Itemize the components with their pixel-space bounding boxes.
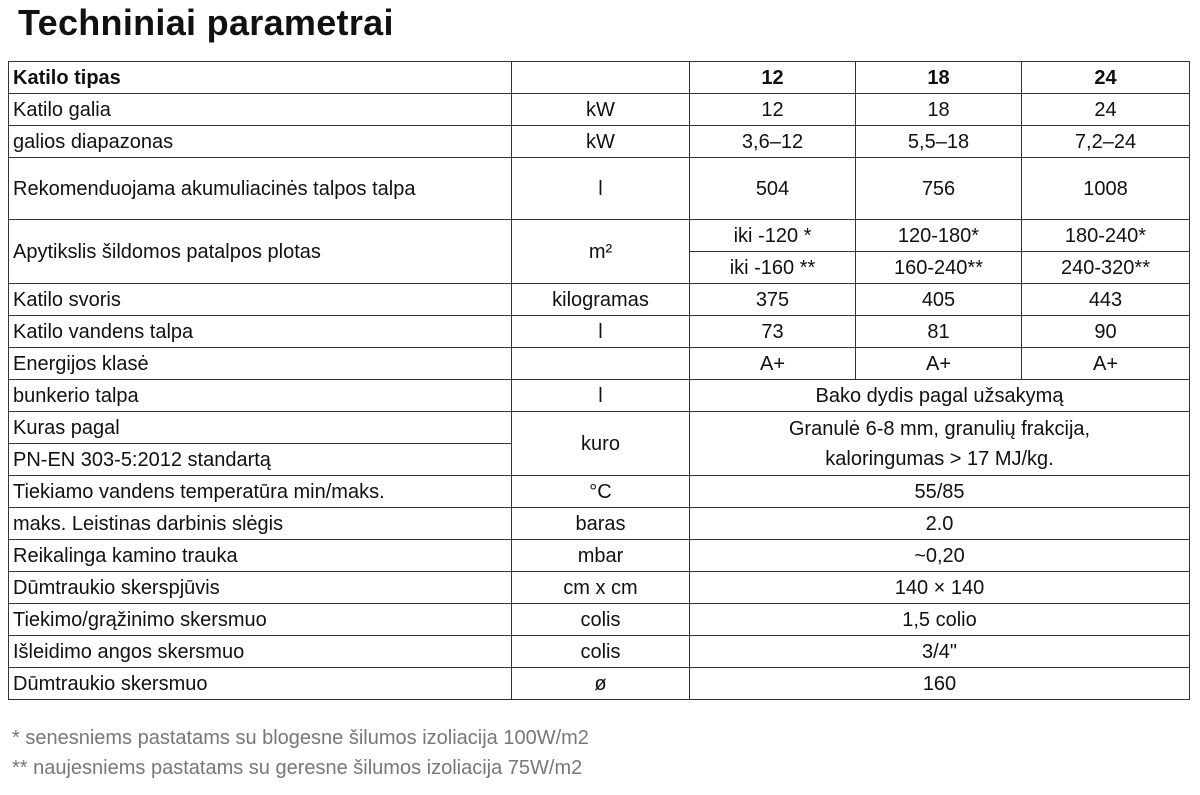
cell-12: iki -160 ** (690, 252, 856, 284)
cell-18: A+ (856, 348, 1022, 380)
cell-merged: Bako dydis pagal užsakymą (690, 380, 1190, 412)
row-label: Katilo vandens talpa (9, 316, 512, 348)
row-label: Katilo svoris (9, 284, 512, 316)
cell-24: 1008 (1022, 158, 1190, 220)
cell-12: 504 (690, 158, 856, 220)
row-unit: colis (512, 604, 690, 636)
table-row-talpa (9, 158, 1190, 220)
row-label: Dūmtraukio skerspjūvis (9, 572, 512, 604)
footnote-1: * senesniems pastatams su blogesne šilumos izoliacija 100W/m2 (12, 727, 589, 749)
row-unit: kilogramas (512, 284, 690, 316)
cell-18: 5,5–18 (856, 126, 1022, 158)
cell-merged: 160 (690, 668, 1190, 700)
cell-merged: 1,5 colio (690, 604, 1190, 636)
table-row-temperatura (9, 476, 1190, 508)
cell-12: iki -120 * (690, 220, 856, 252)
row-unit: cm x cm (512, 572, 690, 604)
cell-18: 160-240** (856, 252, 1022, 284)
table-row-tiekimas (9, 604, 1190, 636)
row-label: Išleidimo angos skersmuo (9, 636, 512, 668)
cell-24: 7,2–24 (1022, 126, 1190, 158)
row-label: maks. Leistinas darbinis slėgis (9, 508, 512, 540)
cell-12: 12 (690, 94, 856, 126)
table-row-plotas-a (9, 220, 1190, 252)
row-label: bunkerio talpa (9, 380, 512, 412)
row-label: Reikalinga kamino trauka (9, 540, 512, 572)
table-row-svoris (9, 284, 1190, 316)
cell-12: 73 (690, 316, 856, 348)
row-unit: l (512, 380, 690, 412)
table-row-isleidimas (9, 636, 1190, 668)
table-row-vanduo (9, 316, 1190, 348)
row-unit: mbar (512, 540, 690, 572)
row-label: Rekomenduojama akumuliacinės talpos talpa (9, 158, 512, 220)
cell-24: 443 (1022, 284, 1190, 316)
cell-24: 24 (1022, 94, 1190, 126)
header-unit (512, 62, 690, 94)
cell-merged: 140 × 140 (690, 572, 1190, 604)
cell-12: 3,6–12 (690, 126, 856, 158)
row-unit: ø (512, 668, 690, 700)
header-model-18: 18 (856, 62, 1022, 94)
row-label: PN-EN 303-5:2012 standartą (9, 444, 512, 476)
table-row-trauka (9, 540, 1190, 572)
cell-merged: 2.0 (690, 508, 1190, 540)
row-label: Kuras pagal (9, 412, 512, 444)
table-row-skerspjuvis (9, 572, 1190, 604)
row-unit (512, 348, 690, 380)
row-unit: kW (512, 126, 690, 158)
page-title: Techniniai parametrai (18, 2, 394, 43)
table-header-row (9, 62, 1190, 94)
row-label: Katilo galia (9, 94, 512, 126)
row-label: Energijos klasė (9, 348, 512, 380)
cell-merged: 3/4" (690, 636, 1190, 668)
cell-24: 240-320** (1022, 252, 1190, 284)
cell-12: 375 (690, 284, 856, 316)
header-model-24: 24 (1022, 62, 1190, 94)
table-row-klase (9, 348, 1190, 380)
header-label: Katilo tipas (9, 62, 512, 94)
row-unit: m² (512, 220, 690, 284)
row-label: Tiekiamo vandens temperatūra min/maks. (9, 476, 512, 508)
table-row-kuras-a (9, 412, 1190, 444)
fuel-description-line1: Granulė 6-8 mm, granulių frakcija, (788, 417, 1091, 440)
cell-24: A+ (1022, 348, 1190, 380)
table-row-galia (9, 94, 1190, 126)
cell-24: 180-240* (1022, 220, 1190, 252)
row-label: Dūmtraukio skersmuo (9, 668, 512, 700)
row-unit: °C (512, 476, 690, 508)
cell-18: 120-180* (856, 220, 1022, 252)
table-row-diapazonas (9, 126, 1190, 158)
table-row-dumtraukis (9, 668, 1190, 700)
cell-18: 81 (856, 316, 1022, 348)
table-row-slegis (9, 508, 1190, 540)
cell-merged: 55/85 (690, 476, 1190, 508)
fuel-description-line2: kaloringumas > 17 MJ/kg. (825, 447, 1054, 470)
technical-parameters-table (8, 61, 1190, 700)
footnote-2: ** naujesniems pastatams su geresne šilumos izoliacija 75W/m2 (12, 757, 583, 779)
cell-24: 90 (1022, 316, 1190, 348)
row-unit: l (512, 158, 690, 220)
cell-18: 18 (856, 94, 1022, 126)
cell-12: A+ (690, 348, 856, 380)
row-unit: l (512, 316, 690, 348)
table-row-bunkeris (9, 380, 1190, 412)
row-unit: kuro (512, 412, 690, 476)
cell-merged: ~0,20 (690, 540, 1190, 572)
row-label: galios diapazonas (9, 126, 512, 158)
row-unit: colis (512, 636, 690, 668)
cell-18: 405 (856, 284, 1022, 316)
cell-merged (690, 412, 1190, 476)
row-label: Apytikslis šildomos patalpos plotas (9, 220, 512, 284)
row-unit: kW (512, 94, 690, 126)
cell-18: 756 (856, 158, 1022, 220)
header-model-12: 12 (690, 62, 856, 94)
row-unit: baras (512, 508, 690, 540)
row-label: Tiekimo/grąžinimo skersmuo (9, 604, 512, 636)
